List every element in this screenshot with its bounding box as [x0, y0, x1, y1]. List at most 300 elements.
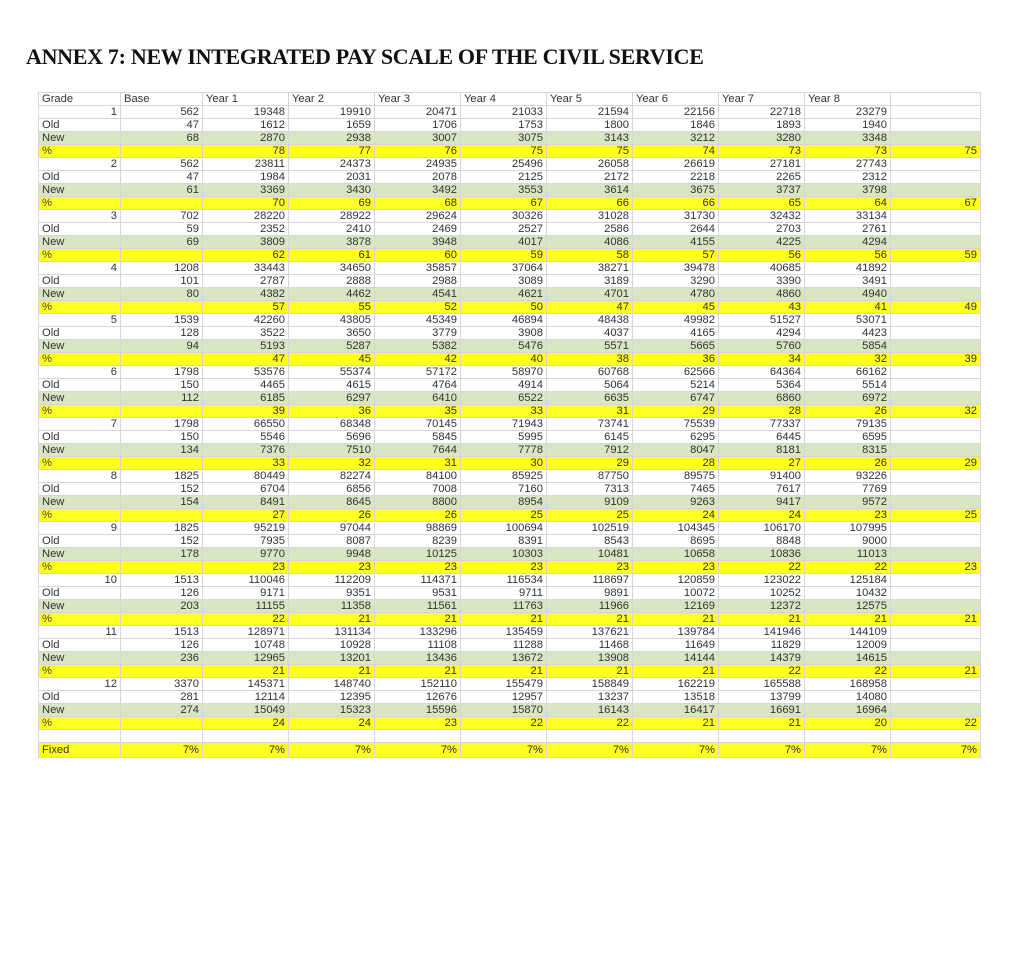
empty-cell — [891, 535, 981, 548]
percent-average: 21 — [891, 665, 981, 678]
percent-label: % — [39, 717, 121, 730]
percent-value: 21 — [547, 613, 633, 626]
base-value: 38271 — [547, 262, 633, 275]
base-value: 107995 — [805, 522, 891, 535]
grade-base-row — [39, 522, 981, 535]
empty-cell — [39, 730, 121, 743]
new-label: New — [39, 288, 121, 301]
percent-value: 21 — [375, 613, 461, 626]
grade-number: 2 — [39, 158, 121, 171]
percent-value: 59 — [461, 249, 547, 262]
percent-value: 21 — [461, 613, 547, 626]
old-value: 59 — [121, 223, 203, 236]
old-value: 7313 — [547, 483, 633, 496]
old-value: 7617 — [719, 483, 805, 496]
new-value: 8047 — [633, 444, 719, 457]
base-value: 19348 — [203, 106, 289, 119]
percent-value — [121, 509, 203, 522]
new-value: 11155 — [203, 600, 289, 613]
percent-value: 21 — [203, 665, 289, 678]
grade-number: 6 — [39, 366, 121, 379]
new-value: 6972 — [805, 392, 891, 405]
old-row — [39, 379, 981, 392]
base-value: 125184 — [805, 574, 891, 587]
empty-cell — [891, 340, 981, 353]
new-value: 5571 — [547, 340, 633, 353]
new-value: 5760 — [719, 340, 805, 353]
base-value: 26619 — [633, 158, 719, 171]
new-value: 6297 — [289, 392, 375, 405]
new-value: 6185 — [203, 392, 289, 405]
base-value: 26058 — [547, 158, 633, 171]
percent-value: 76 — [375, 145, 461, 158]
base-value: 128971 — [203, 626, 289, 639]
percent-value — [121, 613, 203, 626]
old-value: 1893 — [719, 119, 805, 132]
percent-value — [121, 301, 203, 314]
old-value: 12395 — [289, 691, 375, 704]
percent-value: 26 — [375, 509, 461, 522]
base-value: 104345 — [633, 522, 719, 535]
base-value: 77337 — [719, 418, 805, 431]
base-value: 87750 — [547, 470, 633, 483]
old-value: 9171 — [203, 587, 289, 600]
old-value: 152 — [121, 483, 203, 496]
old-value: 2527 — [461, 223, 547, 236]
base-value: 53071 — [805, 314, 891, 327]
base-value: 1513 — [121, 626, 203, 639]
base-value: 562 — [121, 106, 203, 119]
old-value: 152 — [121, 535, 203, 548]
percent-value: 67 — [461, 197, 547, 210]
old-value: 12009 — [805, 639, 891, 652]
header-row — [39, 93, 981, 106]
old-value: 5995 — [461, 431, 547, 444]
percent-value: 20 — [805, 717, 891, 730]
percent-value: 52 — [375, 301, 461, 314]
new-value: 3007 — [375, 132, 461, 145]
old-value: 4037 — [547, 327, 633, 340]
base-value: 23279 — [805, 106, 891, 119]
old-value: 2312 — [805, 171, 891, 184]
pay-scale-table — [38, 92, 981, 758]
empty-cell — [891, 587, 981, 600]
new-value: 3212 — [633, 132, 719, 145]
percent-value: 73 — [805, 145, 891, 158]
grade-number: 10 — [39, 574, 121, 587]
fixed-value: 7% — [375, 743, 461, 758]
column-header: Base — [121, 93, 203, 106]
percent-value: 75 — [547, 145, 633, 158]
old-value: 1800 — [547, 119, 633, 132]
new-value: 14379 — [719, 652, 805, 665]
base-value: 71943 — [461, 418, 547, 431]
percent-value — [121, 405, 203, 418]
new-value: 11013 — [805, 548, 891, 561]
empty-cell — [547, 730, 633, 743]
empty-cell — [891, 652, 981, 665]
old-value: 10748 — [203, 639, 289, 652]
base-value: 25496 — [461, 158, 547, 171]
percent-value: 29 — [633, 405, 719, 418]
base-value: 30326 — [461, 210, 547, 223]
new-value: 9109 — [547, 496, 633, 509]
old-value: 8848 — [719, 535, 805, 548]
percent-value: 21 — [461, 665, 547, 678]
grade-base-row — [39, 314, 981, 327]
base-value: 1825 — [121, 522, 203, 535]
grade-number: 1 — [39, 106, 121, 119]
old-value: 4914 — [461, 379, 547, 392]
empty-cell — [891, 288, 981, 301]
base-value: 137621 — [547, 626, 633, 639]
percent-row — [39, 197, 981, 210]
percent-value: 57 — [203, 301, 289, 314]
fixed-value: 7% — [121, 743, 203, 758]
empty-cell — [891, 158, 981, 171]
new-value: 8645 — [289, 496, 375, 509]
grade-base-row — [39, 470, 981, 483]
new-value: 9417 — [719, 496, 805, 509]
base-value: 28922 — [289, 210, 375, 223]
base-value: 148740 — [289, 678, 375, 691]
old-value: 2787 — [203, 275, 289, 288]
new-value: 8315 — [805, 444, 891, 457]
old-value: 7465 — [633, 483, 719, 496]
empty-cell — [891, 171, 981, 184]
new-row — [39, 392, 981, 405]
base-value: 22156 — [633, 106, 719, 119]
base-value: 29624 — [375, 210, 461, 223]
percent-value: 22 — [203, 613, 289, 626]
old-value: 2172 — [547, 171, 633, 184]
percent-value: 25 — [461, 509, 547, 522]
new-value: 4541 — [375, 288, 461, 301]
new-value: 4462 — [289, 288, 375, 301]
old-value: 2644 — [633, 223, 719, 236]
old-value: 4294 — [719, 327, 805, 340]
new-value: 3809 — [203, 236, 289, 249]
base-value: 1798 — [121, 366, 203, 379]
base-value: 40685 — [719, 262, 805, 275]
new-value: 11561 — [375, 600, 461, 613]
old-value: 11468 — [547, 639, 633, 652]
percent-value: 47 — [203, 353, 289, 366]
grade-number: 5 — [39, 314, 121, 327]
new-value: 178 — [121, 548, 203, 561]
old-label: Old — [39, 691, 121, 704]
base-value: 43805 — [289, 314, 375, 327]
old-label: Old — [39, 171, 121, 184]
percent-value: 75 — [461, 145, 547, 158]
percent-label: % — [39, 353, 121, 366]
empty-cell — [375, 730, 461, 743]
percent-average: 49 — [891, 301, 981, 314]
base-value: 131134 — [289, 626, 375, 639]
fixed-value: 7% — [719, 743, 805, 758]
percent-value: 23 — [289, 561, 375, 574]
base-value: 139784 — [633, 626, 719, 639]
new-value: 5382 — [375, 340, 461, 353]
old-value: 10252 — [719, 587, 805, 600]
empty-cell — [891, 470, 981, 483]
new-value: 4155 — [633, 236, 719, 249]
percent-value: 45 — [633, 301, 719, 314]
base-value: 152110 — [375, 678, 461, 691]
old-value: 10432 — [805, 587, 891, 600]
empty-cell — [891, 600, 981, 613]
new-value: 3075 — [461, 132, 547, 145]
new-row — [39, 132, 981, 145]
new-value: 9263 — [633, 496, 719, 509]
new-value: 3948 — [375, 236, 461, 249]
percent-value: 28 — [719, 405, 805, 418]
percent-row — [39, 561, 981, 574]
new-value: 3878 — [289, 236, 375, 249]
new-value: 69 — [121, 236, 203, 249]
old-value: 2352 — [203, 223, 289, 236]
percent-value: 23 — [805, 509, 891, 522]
old-value: 3908 — [461, 327, 547, 340]
percent-value — [121, 665, 203, 678]
old-value: 126 — [121, 587, 203, 600]
percent-value — [121, 249, 203, 262]
old-value: 6445 — [719, 431, 805, 444]
base-value: 91400 — [719, 470, 805, 483]
old-value: 5514 — [805, 379, 891, 392]
old-row — [39, 587, 981, 600]
new-label: New — [39, 704, 121, 717]
base-value: 32432 — [719, 210, 805, 223]
base-value: 58970 — [461, 366, 547, 379]
empty-cell — [891, 483, 981, 496]
base-value: 133296 — [375, 626, 461, 639]
new-value: 68 — [121, 132, 203, 145]
old-value: 5845 — [375, 431, 461, 444]
new-value: 15323 — [289, 704, 375, 717]
percent-value: 21 — [719, 717, 805, 730]
new-label: New — [39, 548, 121, 561]
new-value: 80 — [121, 288, 203, 301]
old-value: 4423 — [805, 327, 891, 340]
percent-value: 45 — [289, 353, 375, 366]
percent-value: 21 — [633, 613, 719, 626]
new-value: 4225 — [719, 236, 805, 249]
grade-base-row — [39, 678, 981, 691]
percent-value: 33 — [203, 457, 289, 470]
empty-cell — [891, 275, 981, 288]
empty-cell — [203, 730, 289, 743]
percent-value: 33 — [461, 405, 547, 418]
old-row — [39, 691, 981, 704]
percent-label: % — [39, 405, 121, 418]
base-value: 165588 — [719, 678, 805, 691]
old-value: 1706 — [375, 119, 461, 132]
new-value: 4940 — [805, 288, 891, 301]
percent-value: 26 — [805, 405, 891, 418]
percent-value: 60 — [375, 249, 461, 262]
old-value: 12957 — [461, 691, 547, 704]
new-row — [39, 340, 981, 353]
new-row — [39, 184, 981, 197]
empty-cell — [719, 730, 805, 743]
old-value: 5696 — [289, 431, 375, 444]
percent-row — [39, 717, 981, 730]
percent-value: 35 — [375, 405, 461, 418]
old-value: 2888 — [289, 275, 375, 288]
old-value: 5064 — [547, 379, 633, 392]
percent-average: 32 — [891, 405, 981, 418]
base-value: 66550 — [203, 418, 289, 431]
empty-cell — [891, 93, 981, 106]
base-value: 1825 — [121, 470, 203, 483]
column-header: Year 5 — [547, 93, 633, 106]
new-label: New — [39, 340, 121, 353]
base-value: 89575 — [633, 470, 719, 483]
grade-number: 8 — [39, 470, 121, 483]
percent-value: 21 — [633, 717, 719, 730]
old-value: 11649 — [633, 639, 719, 652]
new-label: New — [39, 236, 121, 249]
column-header: Year 7 — [719, 93, 805, 106]
new-value: 236 — [121, 652, 203, 665]
new-value: 2870 — [203, 132, 289, 145]
new-value: 9948 — [289, 548, 375, 561]
new-label: New — [39, 184, 121, 197]
old-value: 3290 — [633, 275, 719, 288]
new-value: 12575 — [805, 600, 891, 613]
old-value: 9711 — [461, 587, 547, 600]
percent-value: 31 — [547, 405, 633, 418]
empty-cell — [289, 730, 375, 743]
empty-cell — [461, 730, 547, 743]
base-value: 37064 — [461, 262, 547, 275]
new-value: 15870 — [461, 704, 547, 717]
fixed-value: 7% — [203, 743, 289, 758]
new-value: 5476 — [461, 340, 547, 353]
percent-value: 38 — [547, 353, 633, 366]
fixed-value: 7% — [289, 743, 375, 758]
new-row — [39, 652, 981, 665]
new-value: 8800 — [375, 496, 461, 509]
column-header: Year 1 — [203, 93, 289, 106]
grade-base-row — [39, 366, 981, 379]
old-value: 9351 — [289, 587, 375, 600]
empty-cell — [891, 236, 981, 249]
percent-value: 21 — [805, 613, 891, 626]
new-row — [39, 236, 981, 249]
new-value: 112 — [121, 392, 203, 405]
base-value: 116534 — [461, 574, 547, 587]
base-value: 33134 — [805, 210, 891, 223]
new-value: 8491 — [203, 496, 289, 509]
old-value: 12676 — [375, 691, 461, 704]
fixed-value: 7% — [633, 743, 719, 758]
old-value: 2125 — [461, 171, 547, 184]
percent-value: 29 — [547, 457, 633, 470]
percent-value: 22 — [547, 717, 633, 730]
fixed-row — [39, 743, 981, 758]
percent-value: 77 — [289, 145, 375, 158]
percent-value: 24 — [633, 509, 719, 522]
base-value: 22718 — [719, 106, 805, 119]
fixed-label: Fixed — [39, 743, 121, 758]
percent-value: 23 — [461, 561, 547, 574]
percent-value: 66 — [547, 197, 633, 210]
percent-value: 30 — [461, 457, 547, 470]
empty-cell — [891, 262, 981, 275]
base-value: 60768 — [547, 366, 633, 379]
grade-base-row — [39, 210, 981, 223]
new-value: 7376 — [203, 444, 289, 457]
old-value: 8087 — [289, 535, 375, 548]
old-value: 5364 — [719, 379, 805, 392]
base-value: 114371 — [375, 574, 461, 587]
new-value: 13201 — [289, 652, 375, 665]
percent-value: 43 — [719, 301, 805, 314]
old-label: Old — [39, 275, 121, 288]
empty-cell — [891, 574, 981, 587]
empty-cell — [891, 496, 981, 509]
new-value: 8954 — [461, 496, 547, 509]
percent-value: 42 — [375, 353, 461, 366]
base-value: 39478 — [633, 262, 719, 275]
percent-row — [39, 301, 981, 314]
new-value: 16964 — [805, 704, 891, 717]
old-value: 7008 — [375, 483, 461, 496]
old-value: 3650 — [289, 327, 375, 340]
new-value: 11358 — [289, 600, 375, 613]
percent-value: 73 — [719, 145, 805, 158]
base-value: 33443 — [203, 262, 289, 275]
old-value: 9531 — [375, 587, 461, 600]
percent-value: 36 — [289, 405, 375, 418]
percent-value: 23 — [375, 717, 461, 730]
base-value: 57172 — [375, 366, 461, 379]
base-value: 84100 — [375, 470, 461, 483]
old-value: 1753 — [461, 119, 547, 132]
percent-value — [121, 717, 203, 730]
base-value: 75539 — [633, 418, 719, 431]
old-value: 2469 — [375, 223, 461, 236]
base-value: 66162 — [805, 366, 891, 379]
old-value: 6295 — [633, 431, 719, 444]
base-value: 45349 — [375, 314, 461, 327]
percent-label: % — [39, 301, 121, 314]
percent-label: % — [39, 509, 121, 522]
percent-value: 21 — [289, 665, 375, 678]
base-value: 24935 — [375, 158, 461, 171]
base-value: 3370 — [121, 678, 203, 691]
column-header: Grade — [39, 93, 121, 106]
old-value: 126 — [121, 639, 203, 652]
new-value: 6522 — [461, 392, 547, 405]
old-value: 9000 — [805, 535, 891, 548]
old-value: 6595 — [805, 431, 891, 444]
percent-value: 21 — [633, 665, 719, 678]
base-value: 79135 — [805, 418, 891, 431]
percent-value: 22 — [461, 717, 547, 730]
spacer-row — [39, 730, 981, 743]
percent-value — [121, 353, 203, 366]
empty-cell — [633, 730, 719, 743]
base-value: 21594 — [547, 106, 633, 119]
percent-average: 29 — [891, 457, 981, 470]
new-label: New — [39, 444, 121, 457]
percent-value: 26 — [289, 509, 375, 522]
base-value: 51527 — [719, 314, 805, 327]
old-row — [39, 483, 981, 496]
